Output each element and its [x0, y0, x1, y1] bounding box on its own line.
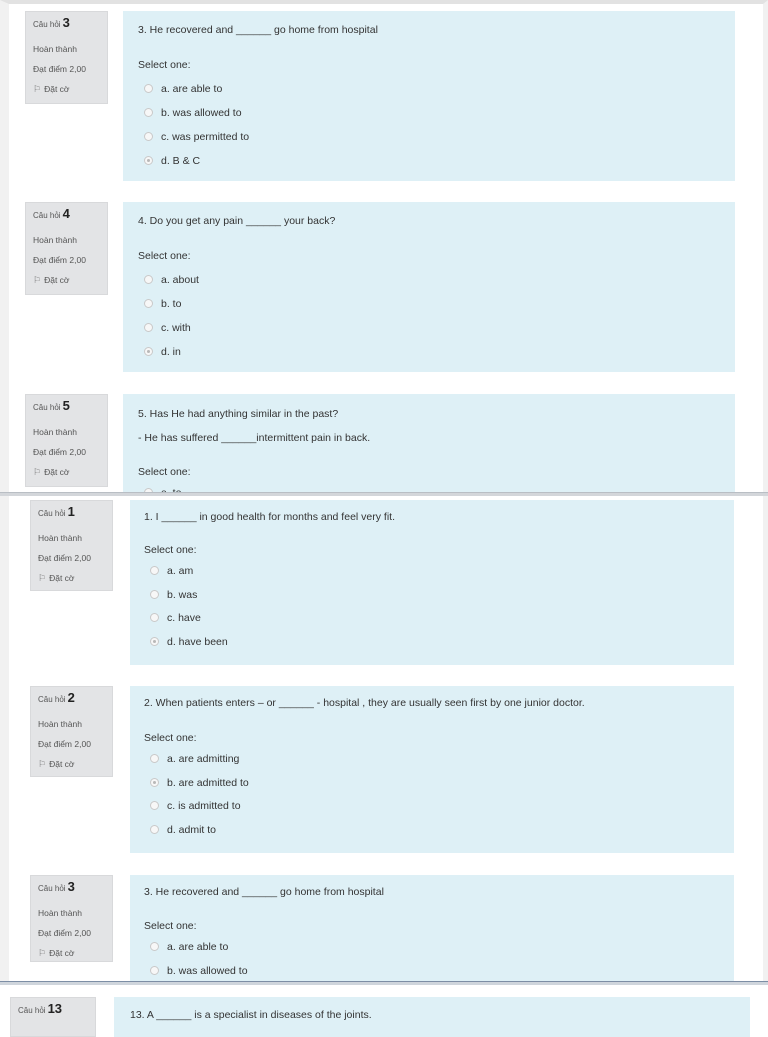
answer-option[interactable]: c. was permitted to [144, 130, 249, 144]
question-info-13 [10, 997, 96, 1037]
radio-button[interactable] [150, 942, 159, 951]
answer-option[interactable]: d. admit to [150, 823, 216, 837]
radio-button[interactable] [144, 275, 153, 284]
question-number: Câu hỏi 3 [38, 879, 75, 894]
flag-icon: ⚐ [33, 84, 42, 94]
answer-option[interactable]: b. was allowed to [150, 964, 248, 978]
question-number: Câu hỏi 2 [38, 690, 75, 705]
flag-icon: ⚐ [38, 573, 47, 583]
question-text-line-2: - He has suffered ______intermittent pain in back. [138, 432, 371, 444]
question-content-5 [123, 394, 735, 504]
question-info-1 [30, 500, 113, 591]
answer-option[interactable]: a. are able to [150, 940, 228, 954]
radio-button[interactable] [150, 566, 159, 575]
question-content-3 [130, 875, 734, 985]
answer-option[interactable]: b. to [144, 297, 181, 311]
question-number: Câu hỏi 13 [18, 1001, 63, 1016]
radio-button[interactable] [144, 84, 153, 93]
question-info-5 [25, 394, 108, 487]
question-grade: Đạt điểm 2,00 [38, 928, 91, 938]
question-status: Hoàn thành [33, 235, 77, 245]
answer-option-selected[interactable]: d. have been [150, 635, 228, 649]
answer-option[interactable]: a. are able to [144, 82, 222, 96]
question-status: Hoàn thành [33, 44, 77, 54]
radio-button[interactable] [150, 801, 159, 810]
question-text: 2. When patients enters – or ______ - hospital , they are usually seen first by one junior doctor. [144, 697, 585, 709]
flag-question-button[interactable]: ⚐ Đặt cờ [38, 759, 75, 769]
answer-option[interactable]: b. was [150, 588, 197, 602]
question-grade: Đạt điểm 2,00 [38, 553, 91, 563]
flag-question-button[interactable]: ⚐ Đặt cờ [33, 84, 70, 94]
question-status: Hoàn thành [38, 719, 82, 729]
question-info-3 [30, 875, 113, 962]
question-number: Câu hỏi 3 [33, 15, 70, 30]
question-grade: Đạt điểm 2,00 [33, 255, 86, 265]
question-text: 1. I ______ in good health for months and feel very fit. [144, 511, 395, 523]
flag-icon: ⚐ [38, 759, 47, 769]
answer-option[interactable]: b. was allowed to [144, 106, 242, 120]
question-content-3 [123, 11, 735, 181]
flag-icon: ⚐ [33, 275, 42, 285]
question-status: Hoàn thành [33, 427, 77, 437]
question-info-2 [30, 686, 113, 777]
question-content-4 [123, 202, 735, 372]
question-text: 3. He recovered and ______ go home from hospital [138, 24, 378, 36]
radio-button[interactable] [150, 590, 159, 599]
question-status: Hoàn thành [38, 533, 82, 543]
answer-option[interactable]: c. have [150, 611, 201, 625]
flag-question-button[interactable]: ⚐ Đặt cờ [38, 948, 75, 958]
question-status: Hoàn thành [38, 908, 82, 918]
question-content-13 [114, 997, 750, 1037]
flag-question-button[interactable]: ⚐ Đặt cờ [33, 467, 70, 477]
question-text: 5. Has He had anything similar in the past? [138, 408, 339, 420]
radio-button[interactable] [150, 825, 159, 834]
answer-option[interactable]: a. about [144, 273, 199, 287]
answer-option[interactable]: a. are admitting [150, 752, 239, 766]
radio-button-checked[interactable] [150, 637, 159, 646]
flag-icon: ⚐ [38, 948, 47, 958]
question-grade: Đạt điểm 2,00 [38, 739, 91, 749]
question-number: Câu hỏi 1 [38, 504, 75, 519]
select-one-label: Select one: [138, 466, 191, 478]
radio-button-checked[interactable] [144, 347, 153, 356]
question-text: 3. He recovered and ______ go home from hospital [144, 886, 384, 898]
screenshot-panel-c [0, 985, 768, 1024]
radio-button[interactable] [144, 108, 153, 117]
question-text: 13. A ______ is a specialist in diseases of the joints. [130, 1009, 372, 1021]
question-grade: Đạt điểm 2,00 [33, 64, 86, 74]
select-one-label: Select one: [138, 59, 191, 71]
screenshot-panel-b [0, 496, 768, 982]
radio-button-checked[interactable] [144, 156, 153, 165]
radio-button[interactable] [150, 613, 159, 622]
question-text: 4. Do you get any pain ______ your back? [138, 215, 336, 227]
question-content-2 [130, 686, 734, 853]
select-one-label: Select one: [144, 732, 197, 744]
question-number: Câu hỏi 5 [33, 398, 70, 413]
radio-button[interactable] [144, 299, 153, 308]
select-one-label: Select one: [138, 250, 191, 262]
flag-question-button[interactable]: ⚐ Đặt cờ [38, 573, 75, 583]
flag-question-button[interactable]: ⚐ Đặt cờ [33, 275, 70, 285]
answer-option[interactable]: c. with [144, 321, 191, 335]
question-info-3 [25, 11, 108, 104]
question-content-1 [130, 500, 734, 665]
answer-option[interactable]: c. is admitted to [150, 799, 241, 813]
question-number: Câu hỏi 4 [33, 206, 70, 221]
answer-option-selected[interactable]: d. in [144, 345, 181, 359]
question-grade: Đạt điểm 2,00 [33, 447, 86, 457]
radio-button[interactable] [144, 323, 153, 332]
radio-button[interactable] [150, 754, 159, 763]
select-one-label: Select one: [144, 544, 197, 556]
flag-icon: ⚐ [33, 467, 42, 477]
radio-button[interactable] [150, 966, 159, 975]
answer-option[interactable]: a. am [150, 564, 193, 578]
question-info-4 [25, 202, 108, 295]
answer-option-selected[interactable]: d. B & C [144, 154, 200, 168]
screenshot-panel-a [0, 0, 768, 493]
radio-button[interactable] [144, 132, 153, 141]
select-one-label: Select one: [144, 920, 197, 932]
radio-button-checked[interactable] [150, 778, 159, 787]
answer-option-selected[interactable]: b. are admitted to [150, 776, 249, 790]
